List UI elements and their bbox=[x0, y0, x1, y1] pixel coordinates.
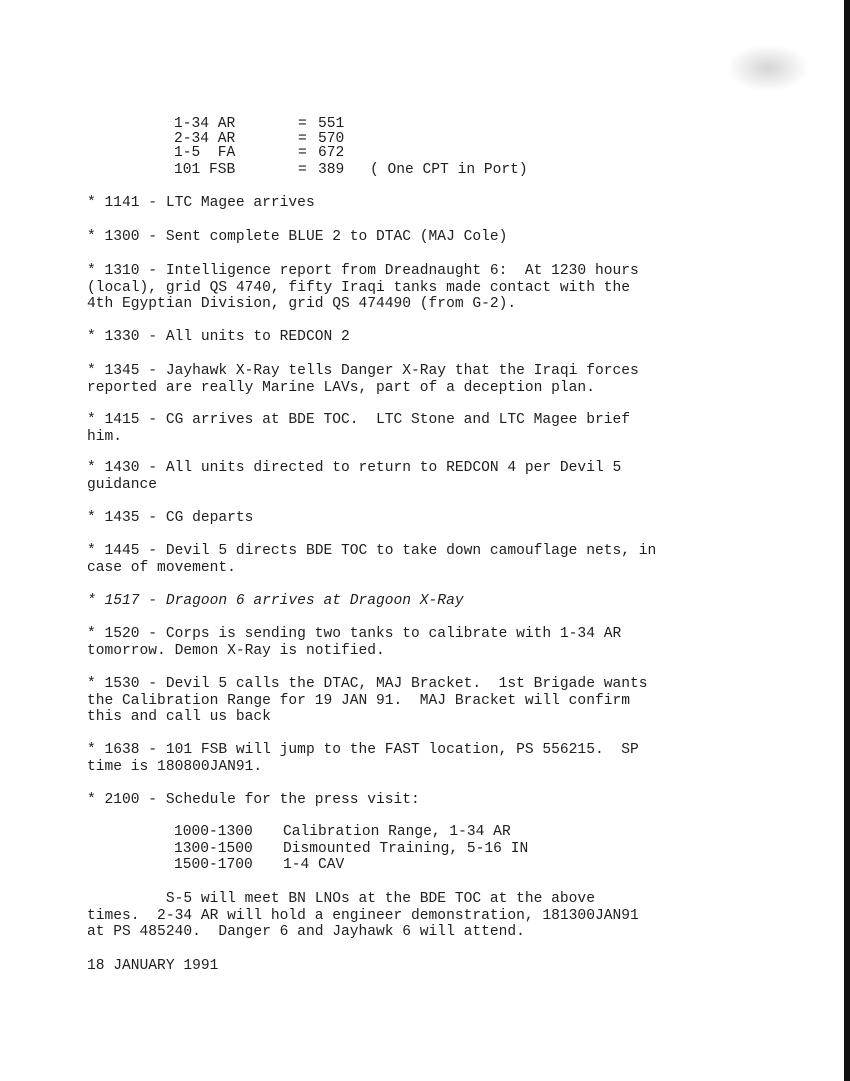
footer-date: 18 JANUARY 1991 bbox=[87, 958, 219, 974]
log-entry-1530: * 1530 - Devil 5 calls the DTAC, MAJ Bracket. 1st Brigade wants the Calibration Range for 19 JAN 91. MAJ Bracket will confirm this and call us back bbox=[87, 676, 648, 726]
log-entry-1415: * 1415 - CG arrives at BDE TOC. LTC Stone and LTC Magee brief him. bbox=[87, 412, 630, 445]
unit-name: 2-34 AR bbox=[174, 131, 236, 147]
schedule-time: 1500-1700 bbox=[174, 857, 253, 873]
log-entry-1517: * 1517 - Dragoon 6 arrives at Dragoon X-Ray bbox=[87, 593, 464, 609]
unit-name: 1-5 FA bbox=[174, 145, 236, 161]
log-entry-1330: * 1330 - All units to REDCON 2 bbox=[87, 329, 350, 345]
equals-sign: = bbox=[298, 162, 307, 178]
log-entry-1345: * 1345 - Jayhawk X-Ray tells Danger X-Ray that the Iraqi forces reported are really Marine LAVs, part of a deception plan. bbox=[87, 363, 639, 396]
unit-name: 101 FSB bbox=[174, 162, 236, 178]
equals-sign: = bbox=[298, 131, 307, 147]
log-entry-2100: * 2100 - Schedule for the press visit: bbox=[87, 792, 420, 808]
log-entry-1300: * 1300 - Sent complete BLUE 2 to DTAC (MAJ Cole) bbox=[87, 229, 508, 245]
unit-count-value: 672 bbox=[318, 145, 345, 161]
log-entry-1430: * 1430 - All units directed to return to REDCON 4 per Devil 5 guidance bbox=[87, 460, 622, 493]
schedule-activity: 1-4 CAV bbox=[283, 857, 345, 873]
schedule-time: 1300-1500 bbox=[174, 841, 253, 857]
log-entry-1445: * 1445 - Devil 5 directs BDE TOC to take down camouflage nets, in case of movement. bbox=[87, 543, 657, 576]
log-entry-1520: * 1520 - Corps is sending two tanks to calibrate with 1-34 AR tomorrow. Demon X-Ray is notified. bbox=[87, 626, 622, 659]
log-entry-1310: * 1310 - Intelligence report from Dreadnaught 6: At 1230 hours (local), grid QS 4740, fifty Iraqi tanks made contact with the 4th Egyptian Division, grid QS 474490 (from G-2). bbox=[87, 263, 639, 313]
log-entry-1638: * 1638 - 101 FSB will jump to the FAST location, PS 556215. SP time is 180800JAN91. bbox=[87, 742, 639, 775]
unit-count-value: 570 bbox=[318, 131, 345, 147]
schedule-time: 1000-1300 bbox=[174, 824, 253, 840]
schedule-activity: Calibration Range, 1-34 AR bbox=[283, 824, 511, 840]
log-entry-1141: * 1141 - LTC Magee arrives bbox=[87, 195, 315, 211]
unit-name: 1-34 AR bbox=[174, 116, 236, 132]
log-entry-1435: * 1435 - CG departs bbox=[87, 510, 254, 526]
equals-sign: = bbox=[298, 116, 307, 132]
scan-speck bbox=[726, 44, 810, 92]
unit-count-note: ( One CPT in Port) bbox=[370, 162, 528, 178]
scan-edge-bar bbox=[844, 0, 850, 1081]
equals-sign: = bbox=[298, 145, 307, 161]
closing-paragraph: S-5 will meet BN LNOs at the BDE TOC at the above times. 2-34 AR will hold a engineer demonstration, 181300JAN91 at PS 485240. Danger 6 and Jayhawk 6 will attend. bbox=[87, 891, 639, 941]
unit-count-value: 551 bbox=[318, 116, 345, 132]
unit-count-value: 389 bbox=[318, 162, 345, 178]
schedule-activity: Dismounted Training, 5-16 IN bbox=[283, 841, 529, 857]
